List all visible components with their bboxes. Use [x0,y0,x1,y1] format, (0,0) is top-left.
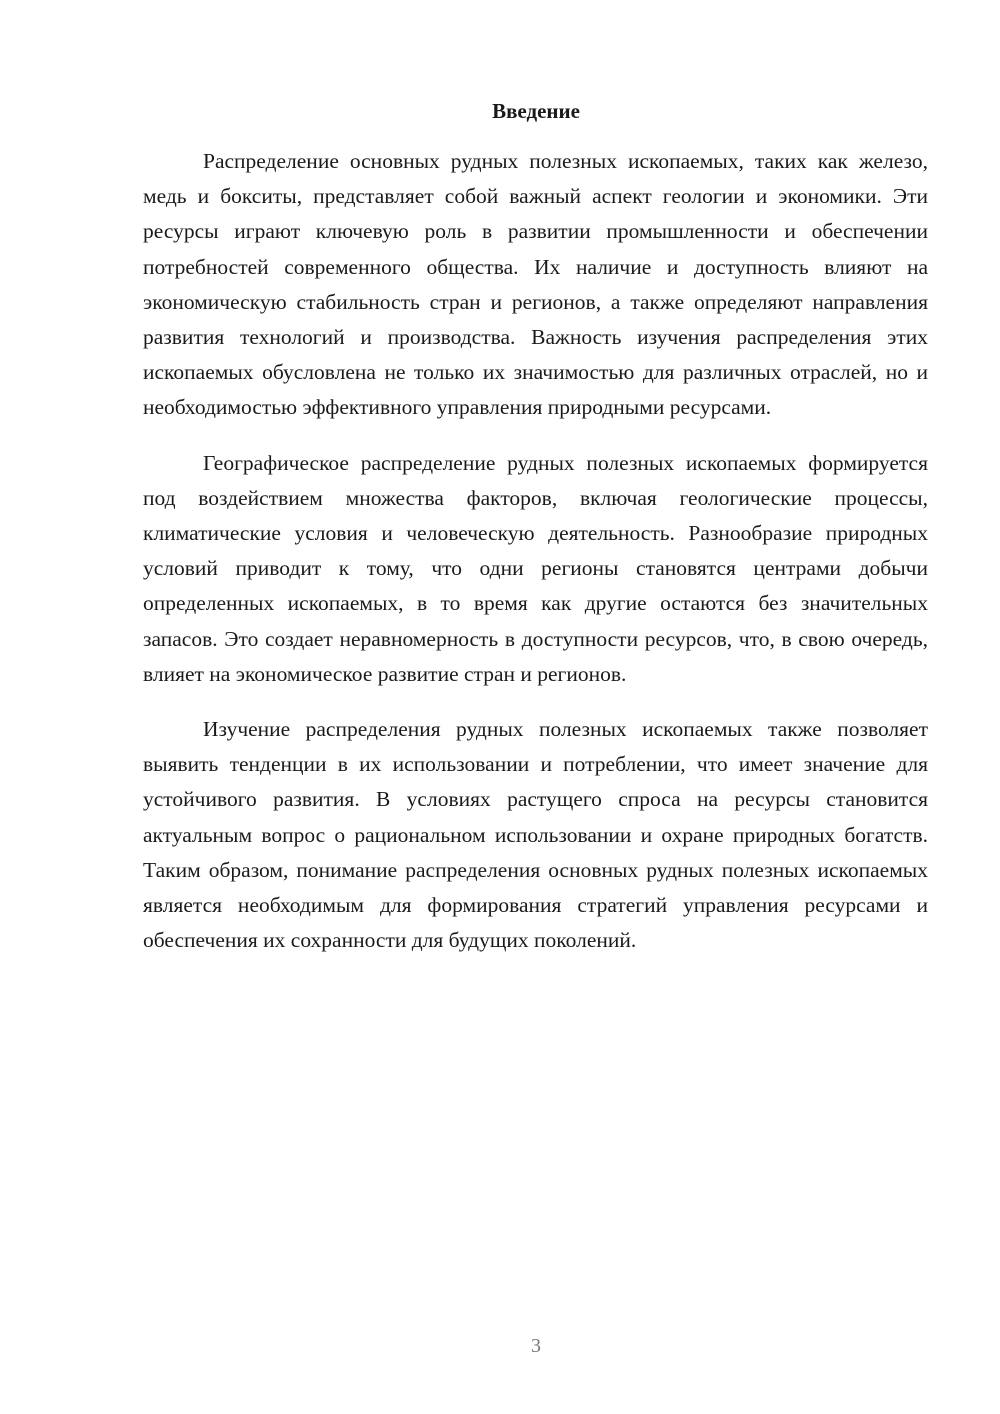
section-heading: Введение [492,99,580,123]
page-number: 3 [531,1335,541,1357]
body-text [143,144,928,978]
paragraph-2: Географическое распределение рудных полезных ископаемых формируется под воздействием множества факторов, включая геологические процессы, климатические условия и человеческую деятельность. Разнообразие природных условий приводит к тому, что одни регионы становятся центрами добычи определенных ископаемых, в то время как другие остаются без значительных запасов. Это создает неравномерность в доступности ресурсов, что, в свою очередь, влияет на экономическое развитие стран и регионов. [143,450,928,686]
paragraph-3: Изучение распределения рудных полезных ископаемых также позволяет выявить тенденции в их использовании и потреблении, что имеет значение для устойчивого развития. В условиях растущего спроса на ресурсы становится актуальным вопрос о рациональном использовании и охране природных богатств. Таким образом, понимание распределения основных рудных полезных ископаемых является необходимым для формирования стратегий управления ресурсами и обеспечения их сохранности для будущих поколений. [143,717,928,953]
paragraph-1: Распределение основных рудных полезных ископаемых, таких как железо, медь и бокситы, представляет собой важный аспект геологии и экономики. Эти ресурсы играют ключевую роль в развитии промышленности и обеспечении потребностей современного общества. Их наличие и доступность влияют на экономическую стабильность стран и регионов, а также определяют направления развития технологий и производства. Важность изучения распределения этих ископаемых обусловлена не только их значимостью для различных отраслей, но и необходимостью эффективного управления природными ресурсами. [143,149,928,420]
